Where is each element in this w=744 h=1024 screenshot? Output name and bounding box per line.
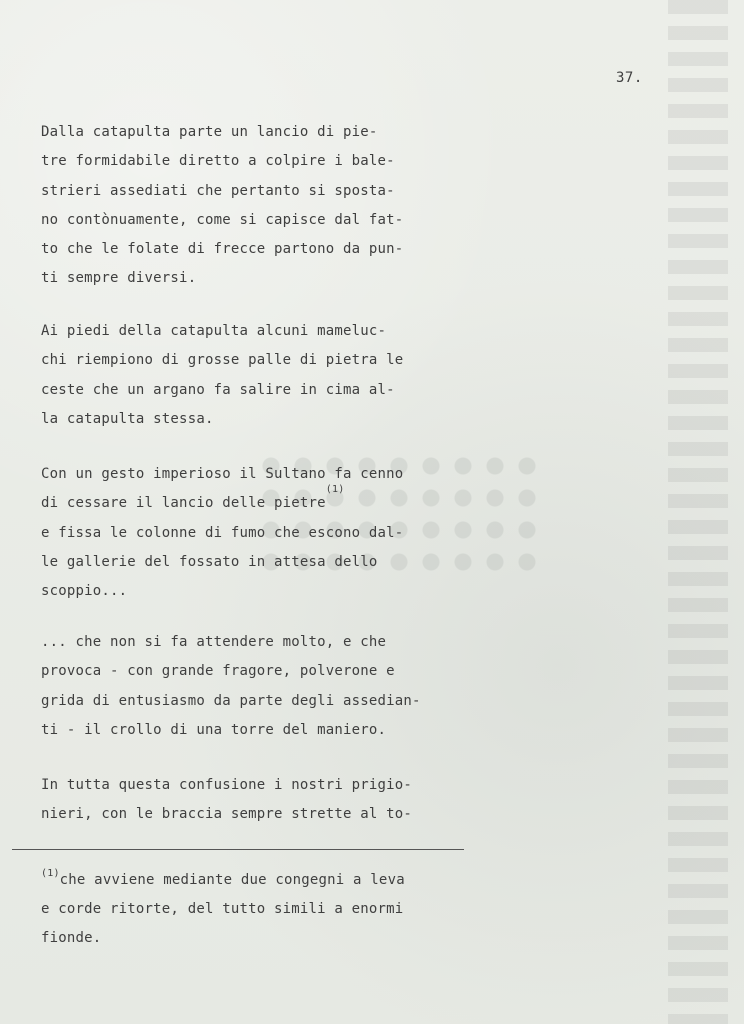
- page-number: 37.: [616, 70, 643, 86]
- text-line: ceste che un argano fa salire in cima al-: [41, 381, 395, 398]
- text-line-with-footnote: [41, 483, 481, 518]
- text-line: strieri assediati che pertanto si sposta-: [41, 182, 395, 199]
- text-line: ti - il crollo di una torre del maniero.: [41, 721, 387, 738]
- text-line: Ai piedi della catapulta alcuni mameluc-: [41, 323, 387, 339]
- footnote-line: e corde ritorte, del tutto simili a enormi: [41, 901, 404, 917]
- text-line: Dalla catapulta parte un lancio di pie-: [41, 124, 378, 140]
- text-line: grida di entusiasmo da parte degli assedian-: [41, 692, 421, 709]
- text-line: no contònuamente, come si capisce dal fat-: [41, 211, 404, 228]
- text-line: ti sempre diversi.: [41, 270, 197, 287]
- footnote-line: [41, 866, 481, 895]
- paragraph-5: [41, 771, 481, 830]
- footnote-reference: (1): [325, 483, 345, 495]
- paragraph-3: [41, 460, 481, 606]
- text-line: di cessare il lancio delle pietre: [41, 495, 326, 512]
- text-line: tre formidabile diretto a colpire i bale-: [41, 153, 395, 170]
- text-line: nieri, con le braccia sempre strette al to-: [41, 806, 413, 823]
- text-line: Con un gesto imperioso il Sultano fa cenno: [41, 466, 404, 482]
- text-line: ... che non si fa attendere molto, e che: [41, 634, 387, 650]
- text-line: In tutta questa confusione i nostri prigio-: [41, 777, 413, 793]
- text-line: chi riempiono di grosse palle di pietra le: [41, 352, 404, 369]
- footnote-divider: [12, 849, 464, 850]
- bleed-through-marks: [668, 0, 728, 1024]
- text-line: e fissa le colonne di fumo che escono dal-: [41, 524, 404, 541]
- paragraph-2: [41, 317, 481, 434]
- footnote-mark: (1): [41, 868, 60, 879]
- paragraph-4: [41, 628, 481, 745]
- text-line: scoppio...: [41, 583, 128, 600]
- footnote-text: che avviene mediante due congegni a leva: [59, 872, 405, 888]
- text-line: to che le folate di frecce partono da pun-: [41, 241, 404, 258]
- footnote: [41, 866, 481, 953]
- text-line: provoca - con grande fragore, polverone e: [41, 663, 395, 680]
- footnote-line: fionde.: [41, 930, 102, 946]
- text-line: la catapulta stessa.: [41, 410, 214, 427]
- text-line: le gallerie del fossato in attesa dello: [41, 553, 378, 570]
- paragraph-1: [41, 118, 481, 294]
